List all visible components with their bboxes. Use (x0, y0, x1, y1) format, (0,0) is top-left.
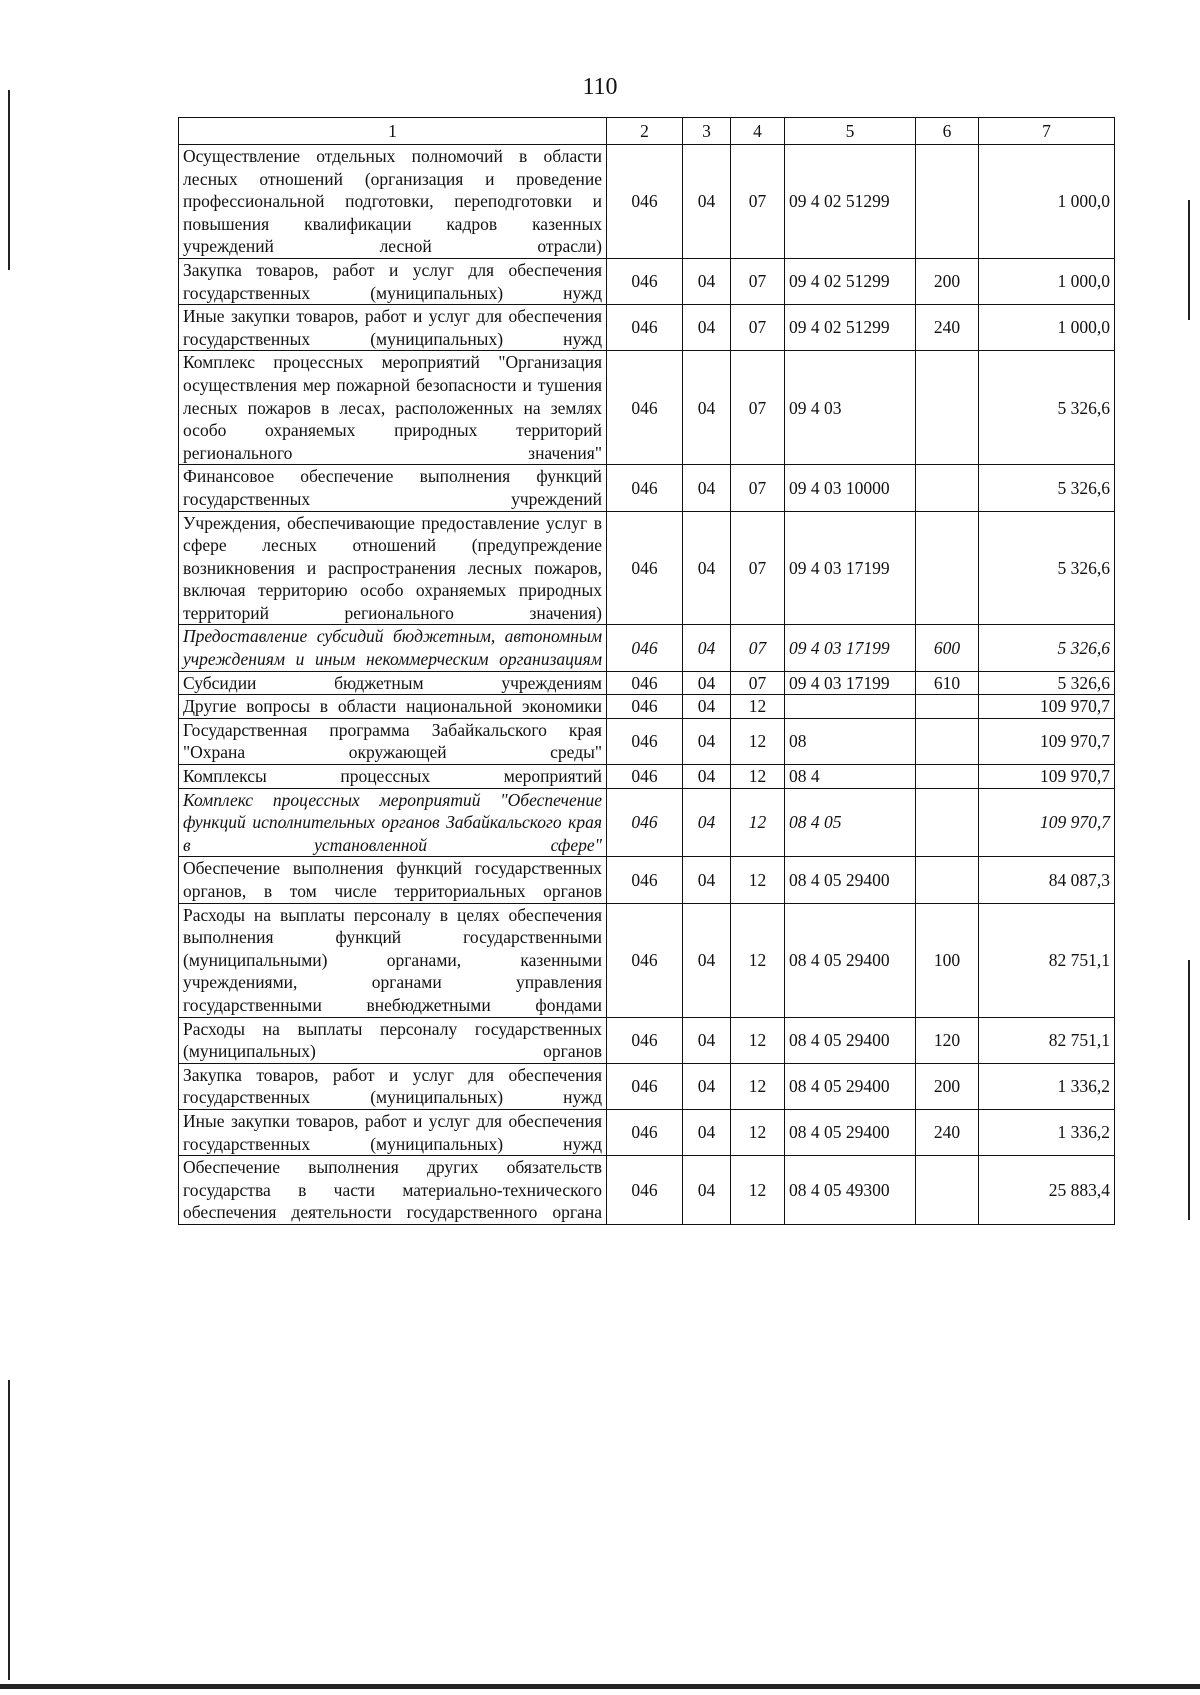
row-target-article: 09 4 03 10000 (785, 465, 916, 511)
row-name: Другие вопросы в области национальной экономики (179, 695, 607, 719)
row-section-code: 04 (683, 1156, 731, 1225)
row-subsection-code: 12 (731, 1063, 785, 1109)
row-expense-type: 240 (916, 1109, 979, 1155)
row-expense-type: 120 (916, 1017, 979, 1063)
row-subsection-code: 07 (731, 465, 785, 511)
table-row (179, 718, 1115, 764)
row-grbs-code: 046 (607, 903, 683, 1017)
row-target-article: 08 4 05 29400 (785, 1063, 916, 1109)
row-expense-type (916, 465, 979, 511)
table-header-row (179, 118, 1115, 145)
row-grbs-code: 046 (607, 1109, 683, 1155)
row-section-code: 04 (683, 857, 731, 903)
table-row (179, 857, 1115, 903)
row-expense-type (916, 1156, 979, 1225)
row-target-article: 09 4 02 51299 (785, 145, 916, 259)
header-col-6: 6 (916, 118, 979, 145)
row-target-article: 09 4 03 (785, 351, 916, 465)
row-subsection-code: 12 (731, 718, 785, 764)
row-subsection-code: 12 (731, 695, 785, 719)
row-target-article: 08 4 05 29400 (785, 857, 916, 903)
row-name: Обеспечение выполнения других обязательств государства в части материально-технического обеспечения деятельности государственного органа (179, 1156, 607, 1225)
table-row (179, 258, 1115, 304)
row-section-code: 04 (683, 718, 731, 764)
row-expense-type (916, 351, 979, 465)
row-amount: 109 970,7 (979, 765, 1115, 789)
row-name: Закупка товаров, работ и услуг для обеспечения государственных (муниципальных) нужд (179, 1063, 607, 1109)
row-target-article (785, 695, 916, 719)
row-section-code: 04 (683, 351, 731, 465)
row-name: Субсидии бюджетным учреждениям (179, 671, 607, 695)
row-amount: 5 326,6 (979, 465, 1115, 511)
row-amount: 109 970,7 (979, 718, 1115, 764)
table-body (179, 145, 1115, 1225)
row-amount: 1 000,0 (979, 305, 1115, 351)
row-target-article: 09 4 03 17199 (785, 511, 916, 625)
table-row (179, 1063, 1115, 1109)
row-grbs-code: 046 (607, 1156, 683, 1225)
row-grbs-code: 046 (607, 1017, 683, 1063)
scan-edge-right-2 (1188, 960, 1190, 1220)
table-row (179, 625, 1115, 671)
row-section-code: 04 (683, 465, 731, 511)
row-section-code: 04 (683, 1109, 731, 1155)
row-amount: 5 326,6 (979, 671, 1115, 695)
row-section-code: 04 (683, 511, 731, 625)
row-expense-type (916, 145, 979, 259)
header-col-4: 4 (731, 118, 785, 145)
table-row (179, 788, 1115, 857)
row-name: Учреждения, обеспечивающие предоставление услуг в сфере лесных отношений (предупреждение возникновения и распространения лесных пожаров, включая территорию особо охраняемых природных территорий регионального значения) (179, 511, 607, 625)
row-name: Расходы на выплаты персоналу государственных (муниципальных) органов (179, 1017, 607, 1063)
table-row (179, 1017, 1115, 1063)
row-subsection-code: 12 (731, 1109, 785, 1155)
row-amount: 5 326,6 (979, 511, 1115, 625)
row-subsection-code: 07 (731, 305, 785, 351)
row-target-article: 08 4 05 49300 (785, 1156, 916, 1225)
row-grbs-code: 046 (607, 465, 683, 511)
table-row (179, 765, 1115, 789)
row-section-code: 04 (683, 1017, 731, 1063)
scan-edge-right (1188, 200, 1190, 320)
header-col-5: 5 (785, 118, 916, 145)
row-section-code: 04 (683, 145, 731, 259)
row-subsection-code: 12 (731, 1017, 785, 1063)
row-target-article: 08 4 05 29400 (785, 1109, 916, 1155)
row-target-article: 09 4 02 51299 (785, 305, 916, 351)
table-row (179, 695, 1115, 719)
row-name: Расходы на выплаты персоналу в целях обеспечения выполнения функций государственными (муниципальными) органами, казенными учреждениями, органами управления государственными внебюджетными фондами (179, 903, 607, 1017)
row-name: Осуществление отдельных полномочий в области лесных отношений (организация и проведение профессиональной подготовки, переподготовки и повышения квалификации кадров казенных учреждений лесной отрасли) (179, 145, 607, 259)
row-amount: 84 087,3 (979, 857, 1115, 903)
row-expense-type: 200 (916, 258, 979, 304)
row-target-article: 09 4 03 17199 (785, 671, 916, 695)
row-section-code: 04 (683, 695, 731, 719)
row-grbs-code: 046 (607, 305, 683, 351)
row-subsection-code: 07 (731, 671, 785, 695)
row-grbs-code: 046 (607, 625, 683, 671)
row-name: Финансовое обеспечение выполнения функций государственных учреждений (179, 465, 607, 511)
table-row (179, 1156, 1115, 1225)
row-subsection-code: 07 (731, 145, 785, 259)
row-name: Обеспечение выполнения функций государственных органов, в том числе территориальных органов (179, 857, 607, 903)
row-grbs-code: 046 (607, 1063, 683, 1109)
budget-table (178, 117, 1115, 1225)
row-expense-type (916, 857, 979, 903)
row-subsection-code: 12 (731, 857, 785, 903)
row-section-code: 04 (683, 788, 731, 857)
row-name: Государственная программа Забайкальского края "Охрана окружающей среды" (179, 718, 607, 764)
header-col-2: 2 (607, 118, 683, 145)
row-subsection-code: 07 (731, 511, 785, 625)
row-name: Комплексы процессных мероприятий (179, 765, 607, 789)
row-subsection-code: 12 (731, 903, 785, 1017)
row-grbs-code: 046 (607, 695, 683, 719)
row-section-code: 04 (683, 305, 731, 351)
row-amount: 1 336,2 (979, 1063, 1115, 1109)
header-col-1: 1 (179, 118, 607, 145)
row-amount: 82 751,1 (979, 1017, 1115, 1063)
scan-edge-left-bottom (8, 1380, 10, 1680)
table-row (179, 511, 1115, 625)
row-expense-type: 610 (916, 671, 979, 695)
row-name: Комплекс процессных мероприятий "Организация осуществления мер пожарной безопасности и тушения лесных пожаров в лесах, расположенных на землях особо охраняемых природных территорий регионального значения" (179, 351, 607, 465)
row-expense-type (916, 695, 979, 719)
row-target-article: 09 4 03 17199 (785, 625, 916, 671)
table-row (179, 903, 1115, 1017)
row-section-code: 04 (683, 1063, 731, 1109)
row-expense-type (916, 788, 979, 857)
row-grbs-code: 046 (607, 351, 683, 465)
table-row (179, 145, 1115, 259)
header-col-7: 7 (979, 118, 1115, 145)
row-subsection-code: 07 (731, 258, 785, 304)
row-amount: 5 326,6 (979, 625, 1115, 671)
row-grbs-code: 046 (607, 145, 683, 259)
row-expense-type (916, 718, 979, 764)
row-amount: 5 326,6 (979, 351, 1115, 465)
row-amount: 82 751,1 (979, 903, 1115, 1017)
scan-edge-bottom (0, 1684, 1200, 1689)
row-subsection-code: 07 (731, 351, 785, 465)
row-subsection-code: 12 (731, 788, 785, 857)
row-target-article: 08 4 (785, 765, 916, 789)
row-target-article: 08 4 05 (785, 788, 916, 857)
row-expense-type: 600 (916, 625, 979, 671)
table-row (179, 671, 1115, 695)
header-col-3: 3 (683, 118, 731, 145)
row-subsection-code: 12 (731, 1156, 785, 1225)
row-section-code: 04 (683, 671, 731, 695)
row-target-article: 08 (785, 718, 916, 764)
row-expense-type (916, 511, 979, 625)
row-amount: 1 000,0 (979, 145, 1115, 259)
table-row (179, 465, 1115, 511)
row-name: Иные закупки товаров, работ и услуг для обеспечения государственных (муниципальных) нужд (179, 305, 607, 351)
row-grbs-code: 046 (607, 857, 683, 903)
row-amount: 109 970,7 (979, 788, 1115, 857)
row-amount: 25 883,4 (979, 1156, 1115, 1225)
table-row (179, 1109, 1115, 1155)
row-subsection-code: 12 (731, 765, 785, 789)
row-section-code: 04 (683, 765, 731, 789)
row-target-article: 08 4 05 29400 (785, 1017, 916, 1063)
row-expense-type: 100 (916, 903, 979, 1017)
row-name: Иные закупки товаров, работ и услуг для обеспечения государственных (муниципальных) нужд (179, 1109, 607, 1155)
row-grbs-code: 046 (607, 258, 683, 304)
row-amount: 109 970,7 (979, 695, 1115, 719)
row-expense-type: 200 (916, 1063, 979, 1109)
row-section-code: 04 (683, 625, 731, 671)
row-name: Комплекс процессных мероприятий "Обеспечение функций исполнительных органов Забайкальского края в установленной сфере" (179, 788, 607, 857)
row-grbs-code: 046 (607, 671, 683, 695)
row-subsection-code: 07 (731, 625, 785, 671)
row-target-article: 09 4 02 51299 (785, 258, 916, 304)
row-amount: 1 336,2 (979, 1109, 1115, 1155)
row-name: Предоставление субсидий бюджетным, автономным учреждениям и иным некоммерческим организациям (179, 625, 607, 671)
row-grbs-code: 046 (607, 511, 683, 625)
row-amount: 1 000,0 (979, 258, 1115, 304)
table-row (179, 351, 1115, 465)
row-grbs-code: 046 (607, 765, 683, 789)
row-name: Закупка товаров, работ и услуг для обеспечения государственных (муниципальных) нужд (179, 258, 607, 304)
row-grbs-code: 046 (607, 788, 683, 857)
scan-edge-left-top (8, 90, 10, 270)
row-expense-type (916, 765, 979, 789)
page-number: 110 (582, 74, 618, 100)
row-target-article: 08 4 05 29400 (785, 903, 916, 1017)
table-row (179, 305, 1115, 351)
row-section-code: 04 (683, 903, 731, 1017)
row-grbs-code: 046 (607, 718, 683, 764)
row-expense-type: 240 (916, 305, 979, 351)
row-section-code: 04 (683, 258, 731, 304)
